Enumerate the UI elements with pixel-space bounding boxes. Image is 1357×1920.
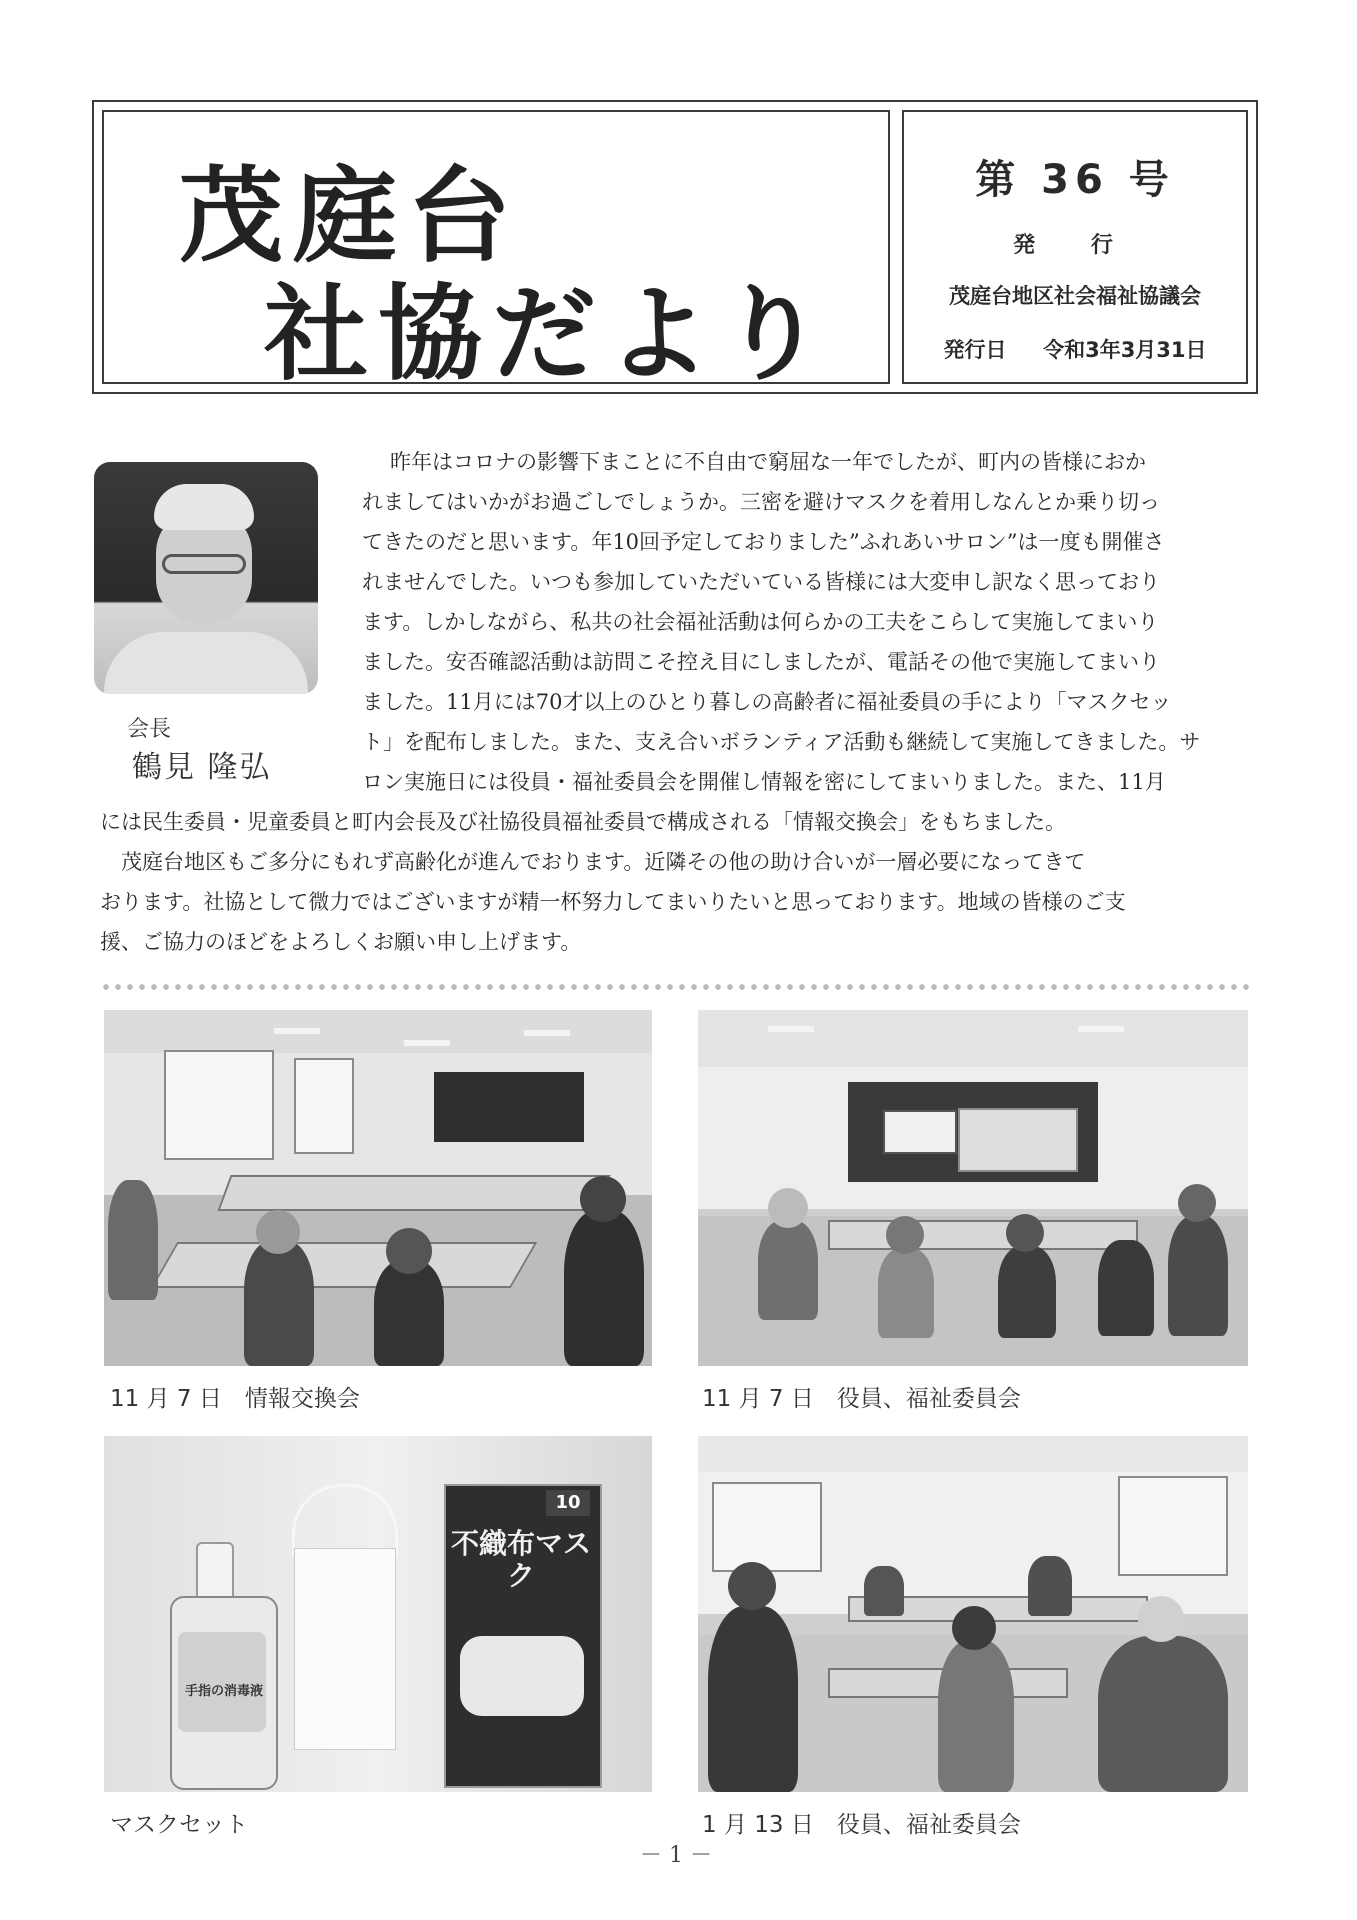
intro-line: ました。安否確認活動は訪問こそ控え目にしましたが、電話その他で実施してまいり <box>362 650 1160 674</box>
intro-line: 茂庭台地区もご多分にもれず高齢化が進んでおります。近隣その他の助け合いが一層必要になってきて <box>100 850 1086 874</box>
intro-line: てきたのだと思います。年10回予定しておりました”ふれあいサロン”は一度も開催さ <box>362 530 1165 554</box>
photo-caption: 1 月 13 日 役員、福祉委員会 <box>702 1812 1021 1838</box>
photo-info-exchange <box>104 1010 652 1366</box>
publish-date-row <box>904 334 1246 364</box>
mask-package-title: 不織布マスク <box>450 1527 591 1592</box>
intro-line: ました。11月には70才以上のひとり暮しの高齢者に福祉委員の手により「マスクセッ <box>362 690 1172 714</box>
intro-line: ロン実施日には役員・福祉委員会を開催し情報を密にしてまいりました。また、11月 <box>362 770 1166 794</box>
photo-board-meeting-nov <box>698 1010 1248 1366</box>
title-line-1: 茂庭台 <box>179 154 522 277</box>
dotted-divider <box>100 983 1250 991</box>
photo-caption: マスクセット <box>110 1812 248 1838</box>
intro-line: れませんでした。いつも参加していただいている皆様には大変申し訳なく思っており <box>362 570 1160 594</box>
photo-mask-set <box>104 1436 652 1792</box>
intro-line: おります。社協として微力ではございますが精一杯努力してまいりたいと思っております。地域の皆様のご支 <box>100 890 1126 914</box>
intro-line: ト」を配布しました。また、支え合いボランティア活動も継続して実施してきました。サ <box>362 730 1201 754</box>
title-line-2: 社協だより <box>264 272 835 384</box>
photo-board-meeting-jan <box>698 1436 1248 1792</box>
page-number: － 1 － <box>640 1843 712 1868</box>
intro-line: 援、ご協力のほどをよろしくお願い申し上げます。 <box>100 930 582 954</box>
publisher-label: 発 行 <box>1013 233 1137 258</box>
intro-line: 昨年はコロナの影響下まことに不自由で窮屈な一年でしたが、町内の皆様におか <box>390 450 1146 474</box>
publisher-name: 茂庭台地区社会福祉協議会 <box>949 284 1201 308</box>
title-box <box>102 110 890 384</box>
intro-line: ます。しかしながら、私共の社会福祉活動は何らかの工夫をこらして実施してまいり <box>362 610 1159 634</box>
intro-line: れましてはいかがお過ごしでしょうか。三密を避けマスクを着用しなんとか乗り切っ <box>362 490 1160 514</box>
photo-caption: 11 月 7 日 役員、福祉委員会 <box>702 1386 1021 1412</box>
issue-number: 第 36 号 <box>975 157 1175 203</box>
president-portrait <box>94 462 318 694</box>
publish-date-label: 発行日 <box>943 338 1007 362</box>
sanitizer-label: 手指の消毒液 <box>184 1684 263 1699</box>
president-name: 鶴見 隆弘 <box>132 750 272 785</box>
mask-count: 10 <box>546 1490 590 1516</box>
publish-date-value: 令和3年3月31日 <box>1043 338 1207 362</box>
president-role: 会長 <box>127 717 172 742</box>
intro-line: には民生委員・児童委員と町内会長及び社協役員福祉委員で構成される「情報交換会」をもちました。 <box>100 810 1066 834</box>
photo-caption: 11 月 7 日 情報交換会 <box>110 1386 360 1412</box>
issue-box <box>902 110 1248 384</box>
